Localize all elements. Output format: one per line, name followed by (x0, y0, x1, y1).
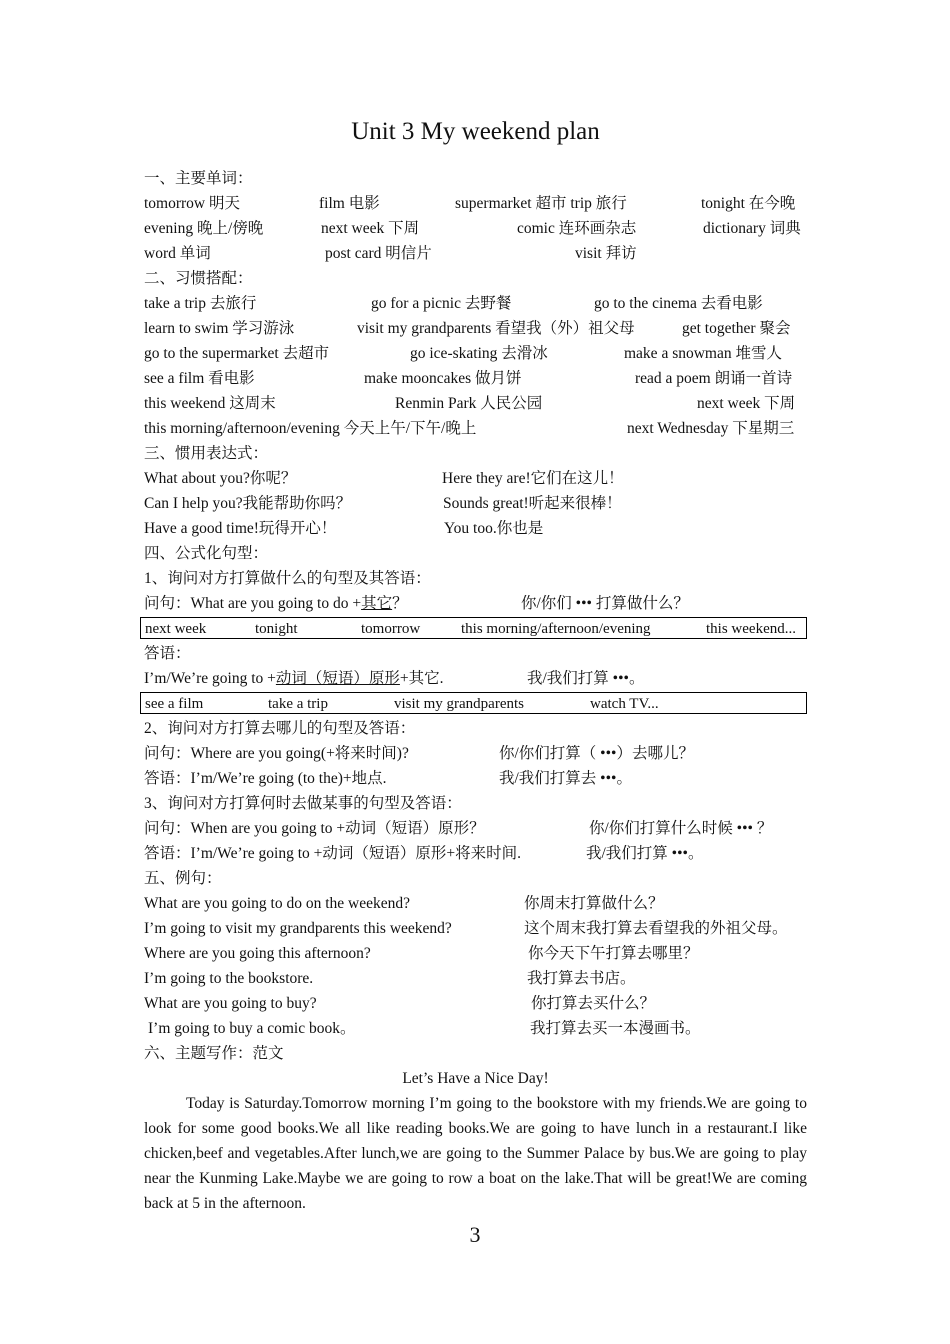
pattern-answer: 答语：I’m/We’re going (to the)+地点. 我/我们打算去 •••。 (144, 770, 632, 787)
section-heading: 五、例句： (144, 870, 222, 887)
pattern-answer: 答语：I’m/We’re going to +动词（短语）原形+将来时间. 我/我们打算 •••。 (144, 845, 704, 862)
subsection-heading: 1、询问对方打算做什么的句型及其答语： (144, 570, 431, 587)
vocab-row: tomorrow 明天 film 电影 supermarket 超市 trip 旅行 tonight 在今晚 (144, 195, 796, 212)
essay-title: Let’s Have a Nice Day! (402, 1070, 549, 1087)
phrase-row: this weekend 这周末 Renmin Park 人民公园 next week 下周 (144, 395, 796, 412)
example-row: I’m going to visit my grandparents this weekend? 这个周末我打算去看望我的外祖父母。 (144, 920, 788, 937)
phrase-row: take a trip 去旅行 go for a picnic 去野餐 go to the cinema 去看电影 (144, 295, 763, 312)
subsection-heading: 3、询问对方打算何时去做某事的句型及答语： (144, 795, 462, 812)
phrase-row: go to the supermarket 去超市 go ice-skating 去滑冰 make a snowman 堆雪人 (144, 345, 782, 362)
page-number: 3 (469, 1222, 481, 1247)
time-options-box: next week tonight tomorrow this morning/afternoon/evening this weekend... (140, 617, 807, 639)
section-heading: 四、公式化句型： (144, 545, 269, 562)
section-heading: 三、惯用表达式： (144, 445, 269, 462)
phrase-row: see a film 看电影 make mooncakes 做月饼 read a poem 朗诵一首诗 (144, 370, 793, 387)
section-heading: 一、主要单词： (144, 170, 253, 187)
expression-row: What about you?你呢？ Here they are!它们在这儿！ (144, 470, 624, 487)
subsection-heading: 2、询问对方打算去哪儿的句型及答语： (144, 720, 416, 737)
example-row: What are you going to do on the weekend? 你周末打算做什么？ (144, 895, 664, 912)
activity-options-box: see a film take a trip visit my grandparents watch TV... (140, 692, 807, 714)
pattern-question: 问句：What are you going to do +其它？ 你/你们 ••• 打算做什么？ (144, 595, 689, 612)
expression-row: Have a good time!玩得开心！ You too.你也是 (144, 520, 544, 537)
vocab-row: word 单词 post card 明信片 visit 拜访 (144, 245, 637, 262)
section-heading: 六、主题写作：范文 (144, 1045, 284, 1062)
example-row: What are you going to buy? 你打算去买什么？ (144, 995, 656, 1012)
vocab-row: evening 晚上/傍晚 next week 下周 comic 连环画杂志 dictionary 词典 (144, 220, 801, 237)
phrase-row: learn to swim 学习游泳 visit my grandparents 看望我（外）祖父母 get together 聚会 (144, 320, 791, 337)
section-heading: 二、习惯搭配： (144, 270, 253, 287)
page-title: Unit 3 My weekend plan (351, 118, 600, 145)
essay-paragraph: Today is Saturday.Tomorrow morning I’m going to the bookstore with my friends.We are going to look for some good books.We all like reading books.We are going to have lunch in a restaurant.I like chicken,beef and vegetables.After lunch,we are going to the Summer Palace by bus.We are going to play near the Kunming Lake.Maybe we are going to row a boat on the lake.That will be great!We are coming back at 5 in the afternoon. (144, 1095, 807, 1212)
example-row: Where are you going this afternoon? 你今天下午打算去哪里？ (144, 945, 699, 962)
expression-row: Can I help you?我能帮助你吗？ Sounds great!听起来很棒！ (144, 495, 622, 512)
phrase-row: this morning/afternoon/evening 今天上午/下午/晚上 next Wednesday 下星期三 (144, 420, 795, 437)
pattern-question: 问句：Where are you going(+将来时间)? 你/你们打算（ •••）去哪儿？ (144, 745, 694, 762)
pattern-question: 问句：When are you going to +动词（短语）原形？ 你/你们打算什么时候 ••• ？ (144, 820, 773, 837)
example-row: I’m going to the bookstore. 我打算去书店。 (144, 970, 636, 987)
example-row: I’m going to buy a comic book。 我打算去买一本漫画书。 (148, 1020, 701, 1037)
answer-label: 答语： (144, 645, 191, 662)
pattern-answer: I’m/We’re going to +动词（短语）原形+其它. 我/我们打算 •••。 (144, 670, 645, 687)
